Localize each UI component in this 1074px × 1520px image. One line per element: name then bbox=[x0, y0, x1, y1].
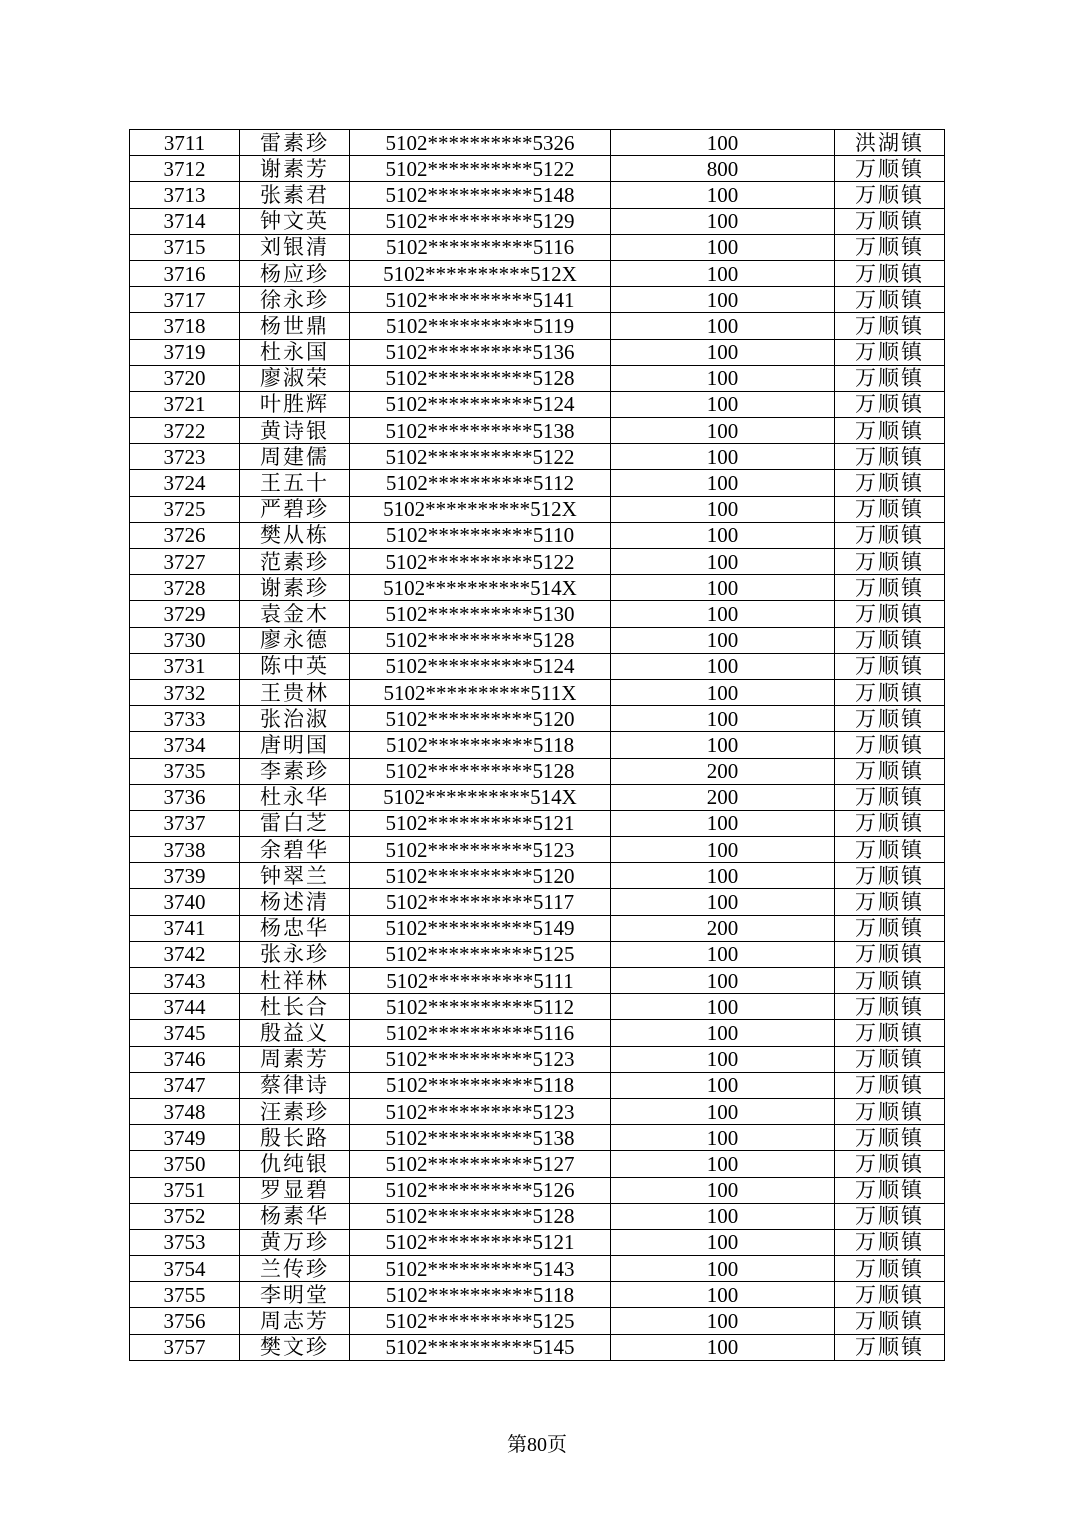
name-cell: 李明堂 bbox=[240, 1282, 350, 1308]
amount-cell: 100 bbox=[611, 208, 835, 234]
id-number-cell: 5102**********5117 bbox=[350, 889, 611, 915]
town-cell: 万顺镇 bbox=[835, 444, 945, 470]
serial-number-cell: 3731 bbox=[130, 653, 240, 679]
table-row bbox=[130, 339, 945, 365]
name-cell: 杜长合 bbox=[240, 994, 350, 1020]
serial-number-cell: 3727 bbox=[130, 549, 240, 575]
name-cell: 陈中英 bbox=[240, 653, 350, 679]
town-cell: 万顺镇 bbox=[835, 1098, 945, 1124]
serial-number-cell: 3711 bbox=[130, 130, 240, 156]
amount-cell: 100 bbox=[611, 313, 835, 339]
town-cell: 洪湖镇 bbox=[835, 130, 945, 156]
id-number-cell: 5102**********511X bbox=[350, 679, 611, 705]
town-cell: 万顺镇 bbox=[835, 260, 945, 286]
table-row bbox=[130, 889, 945, 915]
serial-number-cell: 3713 bbox=[130, 182, 240, 208]
name-cell: 杜永华 bbox=[240, 784, 350, 810]
name-cell: 杨世鼎 bbox=[240, 313, 350, 339]
serial-number-cell: 3751 bbox=[130, 1177, 240, 1203]
town-cell: 万顺镇 bbox=[835, 653, 945, 679]
amount-cell: 100 bbox=[611, 889, 835, 915]
amount-cell: 100 bbox=[611, 810, 835, 836]
amount-cell: 100 bbox=[611, 863, 835, 889]
table-row bbox=[130, 496, 945, 522]
amount-cell: 100 bbox=[611, 732, 835, 758]
town-cell: 万顺镇 bbox=[835, 182, 945, 208]
table-row bbox=[130, 1256, 945, 1282]
name-cell: 罗显碧 bbox=[240, 1177, 350, 1203]
serial-number-cell: 3741 bbox=[130, 915, 240, 941]
town-cell: 万顺镇 bbox=[835, 732, 945, 758]
town-cell: 万顺镇 bbox=[835, 601, 945, 627]
serial-number-cell: 3716 bbox=[130, 260, 240, 286]
id-number-cell: 5102**********512X bbox=[350, 260, 611, 286]
table-row bbox=[130, 522, 945, 548]
town-cell: 万顺镇 bbox=[835, 208, 945, 234]
town-cell: 万顺镇 bbox=[835, 522, 945, 548]
name-cell: 汪素珍 bbox=[240, 1098, 350, 1124]
serial-number-cell: 3740 bbox=[130, 889, 240, 915]
id-number-cell: 5102**********5145 bbox=[350, 1334, 611, 1360]
amount-cell: 100 bbox=[611, 365, 835, 391]
town-cell: 万顺镇 bbox=[835, 391, 945, 417]
table-row bbox=[130, 1282, 945, 1308]
amount-cell: 100 bbox=[611, 968, 835, 994]
town-cell: 万顺镇 bbox=[835, 1334, 945, 1360]
id-number-cell: 5102**********5112 bbox=[350, 994, 611, 1020]
amount-cell: 100 bbox=[611, 1256, 835, 1282]
amount-cell: 100 bbox=[611, 994, 835, 1020]
id-number-cell: 5102**********5110 bbox=[350, 522, 611, 548]
table-row bbox=[130, 130, 945, 156]
table-row bbox=[130, 994, 945, 1020]
serial-number-cell: 3749 bbox=[130, 1125, 240, 1151]
table-row bbox=[130, 1229, 945, 1255]
serial-number-cell: 3753 bbox=[130, 1229, 240, 1255]
table-row bbox=[130, 1072, 945, 1098]
id-number-cell: 5102**********5138 bbox=[350, 418, 611, 444]
town-cell: 万顺镇 bbox=[835, 1125, 945, 1151]
serial-number-cell: 3728 bbox=[130, 575, 240, 601]
name-cell: 蔡律诗 bbox=[240, 1072, 350, 1098]
page-footer-suffix: 页 bbox=[547, 1432, 567, 1456]
town-cell: 万顺镇 bbox=[835, 1151, 945, 1177]
serial-number-cell: 3735 bbox=[130, 758, 240, 784]
id-number-cell: 5102**********5126 bbox=[350, 1177, 611, 1203]
town-cell: 万顺镇 bbox=[835, 1256, 945, 1282]
table-row bbox=[130, 627, 945, 653]
serial-number-cell: 3736 bbox=[130, 784, 240, 810]
serial-number-cell: 3738 bbox=[130, 837, 240, 863]
serial-number-cell: 3745 bbox=[130, 1020, 240, 1046]
serial-number-cell: 3743 bbox=[130, 968, 240, 994]
town-cell: 万顺镇 bbox=[835, 1046, 945, 1072]
name-cell: 严碧珍 bbox=[240, 496, 350, 522]
table-row bbox=[130, 182, 945, 208]
serial-number-cell: 3734 bbox=[130, 732, 240, 758]
serial-number-cell: 3718 bbox=[130, 313, 240, 339]
serial-number-cell: 3725 bbox=[130, 496, 240, 522]
name-cell: 钟翠兰 bbox=[240, 863, 350, 889]
serial-number-cell: 3733 bbox=[130, 706, 240, 732]
name-cell: 袁金木 bbox=[240, 601, 350, 627]
town-cell: 万顺镇 bbox=[835, 889, 945, 915]
town-cell: 万顺镇 bbox=[835, 784, 945, 810]
amount-cell: 100 bbox=[611, 837, 835, 863]
table-row bbox=[130, 732, 945, 758]
table-row bbox=[130, 418, 945, 444]
town-cell: 万顺镇 bbox=[835, 915, 945, 941]
name-cell: 廖淑荣 bbox=[240, 365, 350, 391]
name-cell: 唐明国 bbox=[240, 732, 350, 758]
serial-number-cell: 3729 bbox=[130, 601, 240, 627]
table-row bbox=[130, 968, 945, 994]
serial-number-cell: 3715 bbox=[130, 234, 240, 260]
serial-number-cell: 3720 bbox=[130, 365, 240, 391]
table-row bbox=[130, 1125, 945, 1151]
town-cell: 万顺镇 bbox=[835, 575, 945, 601]
id-number-cell: 5102**********5121 bbox=[350, 1229, 611, 1255]
serial-number-cell: 3757 bbox=[130, 1334, 240, 1360]
name-cell: 廖永德 bbox=[240, 627, 350, 653]
table-row bbox=[130, 1098, 945, 1124]
table-row bbox=[130, 313, 945, 339]
serial-number-cell: 3748 bbox=[130, 1098, 240, 1124]
serial-number-cell: 3721 bbox=[130, 391, 240, 417]
town-cell: 万顺镇 bbox=[835, 549, 945, 575]
amount-cell: 100 bbox=[611, 575, 835, 601]
id-number-cell: 5102**********5116 bbox=[350, 1020, 611, 1046]
id-number-cell: 5102**********5130 bbox=[350, 601, 611, 627]
name-cell: 王贵林 bbox=[240, 679, 350, 705]
id-number-cell: 5102**********5120 bbox=[350, 706, 611, 732]
name-cell: 王五十 bbox=[240, 470, 350, 496]
id-number-cell: 5102**********5118 bbox=[350, 1072, 611, 1098]
town-cell: 万顺镇 bbox=[835, 941, 945, 967]
id-number-cell: 5102**********5123 bbox=[350, 1046, 611, 1072]
town-cell: 万顺镇 bbox=[835, 365, 945, 391]
serial-number-cell: 3744 bbox=[130, 994, 240, 1020]
id-number-cell: 5102**********5120 bbox=[350, 863, 611, 889]
id-number-cell: 5102**********5123 bbox=[350, 837, 611, 863]
id-number-cell: 5102**********5123 bbox=[350, 1098, 611, 1124]
id-number-cell: 5102**********5122 bbox=[350, 444, 611, 470]
table-row bbox=[130, 1177, 945, 1203]
id-number-cell: 5102**********5124 bbox=[350, 391, 611, 417]
id-number-cell: 5102**********5111 bbox=[350, 968, 611, 994]
name-cell: 叶胜辉 bbox=[240, 391, 350, 417]
serial-number-cell: 3755 bbox=[130, 1282, 240, 1308]
id-number-cell: 5102**********5128 bbox=[350, 1203, 611, 1229]
amount-cell: 100 bbox=[611, 130, 835, 156]
table-row bbox=[130, 679, 945, 705]
amount-cell: 100 bbox=[611, 234, 835, 260]
amount-cell: 100 bbox=[611, 549, 835, 575]
id-number-cell: 5102**********512X bbox=[350, 496, 611, 522]
amount-cell: 100 bbox=[611, 287, 835, 313]
name-cell: 杨素华 bbox=[240, 1203, 350, 1229]
serial-number-cell: 3719 bbox=[130, 339, 240, 365]
table-row bbox=[130, 863, 945, 889]
name-cell: 雷素珍 bbox=[240, 130, 350, 156]
town-cell: 万顺镇 bbox=[835, 758, 945, 784]
amount-cell: 100 bbox=[611, 1308, 835, 1334]
id-number-cell: 5102**********5116 bbox=[350, 234, 611, 260]
amount-cell: 200 bbox=[611, 784, 835, 810]
amount-cell: 100 bbox=[611, 418, 835, 444]
table-row bbox=[130, 575, 945, 601]
town-cell: 万顺镇 bbox=[835, 1020, 945, 1046]
id-number-cell: 5102**********5118 bbox=[350, 732, 611, 758]
name-cell: 黄万珍 bbox=[240, 1229, 350, 1255]
id-number-cell: 5102**********5124 bbox=[350, 653, 611, 679]
serial-number-cell: 3723 bbox=[130, 444, 240, 470]
name-cell: 杜永国 bbox=[240, 339, 350, 365]
serial-number-cell: 3746 bbox=[130, 1046, 240, 1072]
serial-number-cell: 3737 bbox=[130, 810, 240, 836]
name-cell: 徐永珍 bbox=[240, 287, 350, 313]
amount-cell: 100 bbox=[611, 260, 835, 286]
amount-cell: 100 bbox=[611, 1229, 835, 1255]
name-cell: 李素珍 bbox=[240, 758, 350, 784]
name-cell: 雷白芝 bbox=[240, 810, 350, 836]
town-cell: 万顺镇 bbox=[835, 1282, 945, 1308]
town-cell: 万顺镇 bbox=[835, 1229, 945, 1255]
amount-cell: 100 bbox=[611, 627, 835, 653]
serial-number-cell: 3754 bbox=[130, 1256, 240, 1282]
amount-cell: 800 bbox=[611, 156, 835, 182]
amount-cell: 100 bbox=[611, 1334, 835, 1360]
name-cell: 周志芳 bbox=[240, 1308, 350, 1334]
serial-number-cell: 3714 bbox=[130, 208, 240, 234]
town-cell: 万顺镇 bbox=[835, 837, 945, 863]
name-cell: 谢素珍 bbox=[240, 575, 350, 601]
name-cell: 余碧华 bbox=[240, 837, 350, 863]
name-cell: 黄诗银 bbox=[240, 418, 350, 444]
town-cell: 万顺镇 bbox=[835, 339, 945, 365]
town-cell: 万顺镇 bbox=[835, 1203, 945, 1229]
amount-cell: 200 bbox=[611, 758, 835, 784]
amount-cell: 100 bbox=[611, 444, 835, 470]
name-cell: 杨应珍 bbox=[240, 260, 350, 286]
town-cell: 万顺镇 bbox=[835, 863, 945, 889]
id-number-cell: 5102**********5141 bbox=[350, 287, 611, 313]
name-cell: 杨忠华 bbox=[240, 915, 350, 941]
serial-number-cell: 3712 bbox=[130, 156, 240, 182]
town-cell: 万顺镇 bbox=[835, 1072, 945, 1098]
name-cell: 范素珍 bbox=[240, 549, 350, 575]
amount-cell: 100 bbox=[611, 522, 835, 548]
serial-number-cell: 3752 bbox=[130, 1203, 240, 1229]
town-cell: 万顺镇 bbox=[835, 706, 945, 732]
town-cell: 万顺镇 bbox=[835, 470, 945, 496]
serial-number-cell: 3750 bbox=[130, 1151, 240, 1177]
amount-cell: 100 bbox=[611, 1046, 835, 1072]
table-row bbox=[130, 391, 945, 417]
id-number-cell: 5102**********5125 bbox=[350, 1308, 611, 1334]
town-cell: 万顺镇 bbox=[835, 234, 945, 260]
id-number-cell: 5102**********5128 bbox=[350, 365, 611, 391]
town-cell: 万顺镇 bbox=[835, 156, 945, 182]
id-number-cell: 5102**********514X bbox=[350, 575, 611, 601]
amount-cell: 100 bbox=[611, 339, 835, 365]
town-cell: 万顺镇 bbox=[835, 1308, 945, 1334]
serial-number-cell: 3742 bbox=[130, 941, 240, 967]
id-number-cell: 5102**********5122 bbox=[350, 156, 611, 182]
table-row bbox=[130, 784, 945, 810]
table-row bbox=[130, 915, 945, 941]
table-row bbox=[130, 758, 945, 784]
name-cell: 钟文英 bbox=[240, 208, 350, 234]
town-cell: 万顺镇 bbox=[835, 1177, 945, 1203]
page-footer bbox=[0, 1428, 1074, 1457]
id-number-cell: 5102**********5138 bbox=[350, 1125, 611, 1151]
amount-cell: 100 bbox=[611, 182, 835, 208]
roster-table-body bbox=[130, 130, 945, 1361]
town-cell: 万顺镇 bbox=[835, 627, 945, 653]
amount-cell: 100 bbox=[611, 1098, 835, 1124]
table-row bbox=[130, 287, 945, 313]
id-number-cell: 5102**********5143 bbox=[350, 1256, 611, 1282]
amount-cell: 100 bbox=[611, 1151, 835, 1177]
id-number-cell: 5102**********514X bbox=[350, 784, 611, 810]
table-row bbox=[130, 208, 945, 234]
id-number-cell: 5102**********5122 bbox=[350, 549, 611, 575]
amount-cell: 100 bbox=[611, 496, 835, 522]
table-row bbox=[130, 1334, 945, 1360]
name-cell: 樊文珍 bbox=[240, 1334, 350, 1360]
serial-number-cell: 3747 bbox=[130, 1072, 240, 1098]
id-number-cell: 5102**********5127 bbox=[350, 1151, 611, 1177]
table-row bbox=[130, 156, 945, 182]
amount-cell: 100 bbox=[611, 941, 835, 967]
amount-cell: 100 bbox=[611, 679, 835, 705]
name-cell: 周素芳 bbox=[240, 1046, 350, 1072]
table-row bbox=[130, 365, 945, 391]
amount-cell: 100 bbox=[611, 1282, 835, 1308]
page-footer-prefix: 第 bbox=[507, 1432, 527, 1456]
town-cell: 万顺镇 bbox=[835, 810, 945, 836]
serial-number-cell: 3717 bbox=[130, 287, 240, 313]
town-cell: 万顺镇 bbox=[835, 418, 945, 444]
table-row bbox=[130, 1046, 945, 1072]
id-number-cell: 5102**********5128 bbox=[350, 758, 611, 784]
id-number-cell: 5102**********5112 bbox=[350, 470, 611, 496]
name-cell: 张永珍 bbox=[240, 941, 350, 967]
id-number-cell: 5102**********5136 bbox=[350, 339, 611, 365]
table-row bbox=[130, 1020, 945, 1046]
table-row bbox=[130, 601, 945, 627]
table-row bbox=[130, 706, 945, 732]
amount-cell: 100 bbox=[611, 1020, 835, 1046]
table-row bbox=[130, 837, 945, 863]
id-number-cell: 5102**********5149 bbox=[350, 915, 611, 941]
id-number-cell: 5102**********5118 bbox=[350, 1282, 611, 1308]
name-cell: 仇纯银 bbox=[240, 1151, 350, 1177]
town-cell: 万顺镇 bbox=[835, 679, 945, 705]
name-cell: 张治淑 bbox=[240, 706, 350, 732]
name-cell: 兰传珍 bbox=[240, 1256, 350, 1282]
amount-cell: 100 bbox=[611, 470, 835, 496]
table-row bbox=[130, 1151, 945, 1177]
town-cell: 万顺镇 bbox=[835, 496, 945, 522]
serial-number-cell: 3739 bbox=[130, 863, 240, 889]
name-cell: 周建儒 bbox=[240, 444, 350, 470]
town-cell: 万顺镇 bbox=[835, 313, 945, 339]
name-cell: 殷益义 bbox=[240, 1020, 350, 1046]
serial-number-cell: 3730 bbox=[130, 627, 240, 653]
page-number: 80 bbox=[527, 1434, 547, 1456]
amount-cell: 100 bbox=[611, 601, 835, 627]
amount-cell: 100 bbox=[611, 706, 835, 732]
name-cell: 刘银清 bbox=[240, 234, 350, 260]
table-row bbox=[130, 234, 945, 260]
id-number-cell: 5102**********5128 bbox=[350, 627, 611, 653]
id-number-cell: 5102**********5121 bbox=[350, 810, 611, 836]
table-row bbox=[130, 653, 945, 679]
amount-cell: 200 bbox=[611, 915, 835, 941]
serial-number-cell: 3756 bbox=[130, 1308, 240, 1334]
name-cell: 殷长路 bbox=[240, 1125, 350, 1151]
table-row bbox=[130, 941, 945, 967]
town-cell: 万顺镇 bbox=[835, 287, 945, 313]
id-number-cell: 5102**********5129 bbox=[350, 208, 611, 234]
table-row bbox=[130, 1308, 945, 1334]
name-cell: 樊从栋 bbox=[240, 522, 350, 548]
table-row bbox=[130, 1203, 945, 1229]
table-row bbox=[130, 549, 945, 575]
id-number-cell: 5102**********5148 bbox=[350, 182, 611, 208]
name-cell: 杨述清 bbox=[240, 889, 350, 915]
amount-cell: 100 bbox=[611, 1203, 835, 1229]
amount-cell: 100 bbox=[611, 653, 835, 679]
name-cell: 张素君 bbox=[240, 182, 350, 208]
name-cell: 杜祥林 bbox=[240, 968, 350, 994]
serial-number-cell: 3722 bbox=[130, 418, 240, 444]
table-row bbox=[130, 810, 945, 836]
name-cell: 谢素芳 bbox=[240, 156, 350, 182]
id-number-cell: 5102**********5125 bbox=[350, 941, 611, 967]
serial-number-cell: 3724 bbox=[130, 470, 240, 496]
table-row bbox=[130, 444, 945, 470]
amount-cell: 100 bbox=[611, 1177, 835, 1203]
amount-cell: 100 bbox=[611, 1125, 835, 1151]
town-cell: 万顺镇 bbox=[835, 968, 945, 994]
amount-cell: 100 bbox=[611, 391, 835, 417]
town-cell: 万顺镇 bbox=[835, 994, 945, 1020]
id-number-cell: 5102**********5119 bbox=[350, 313, 611, 339]
roster-table bbox=[129, 129, 945, 1361]
table-row bbox=[130, 260, 945, 286]
serial-number-cell: 3726 bbox=[130, 522, 240, 548]
table-row bbox=[130, 470, 945, 496]
amount-cell: 100 bbox=[611, 1072, 835, 1098]
id-number-cell: 5102**********5326 bbox=[350, 130, 611, 156]
serial-number-cell: 3732 bbox=[130, 679, 240, 705]
